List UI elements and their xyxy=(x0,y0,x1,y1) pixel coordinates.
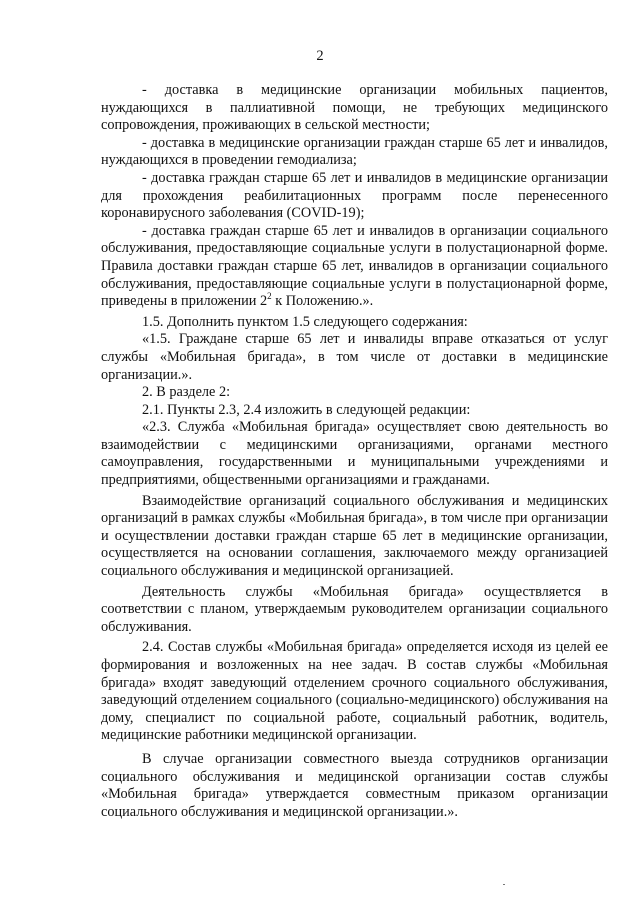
paragraph-3: - доставка граждан старше 65 лет и инвалидов в медицинские организации для прохождения реабилитационных программ после перенесенного коронавирусного заболевания (COVID-19); xyxy=(101,169,608,222)
page-number: 2 xyxy=(316,48,324,64)
paragraph-12: 2.4. Состав службы «Мобильная бригада» определяется исходя из целей ее формирования и возложенных на нее задач. В состав службы «Мобильная бригада» входят заведующий отделением срочного социального обслуживания, заведующий отделением социального (социально-медицинского) обслуживания на дому, специалист по социальной работе, социальный работник, водитель, медицинские работники медицинской организации. xyxy=(101,639,608,744)
paragraph-7: 2. В разделе 2: xyxy=(142,384,231,401)
paragraph-10: Взаимодействие организаций социального обслуживания и медицинских организаций в рамках службы «Мобильная бригада», в том числе при организации и осуществлении доставки граждан старше 65 лет в медицинские организации, осуществляется на основании соглашения, заключаемого между организацией социального обслуживания и медицинской организацией. xyxy=(101,492,608,580)
paragraph-6: «1.5. Граждане старше 65 лет и инвалиды вправе отказаться от услуг службы «Мобильная бригада», в том числе от доставки в медицинские организации.». xyxy=(101,331,608,383)
paragraph-9: «2.3. Служба «Мобильная бригада» осуществляет свою деятельность во взаимодействии с медицинскими организациями, органами местного самоуправления, государственными и муниципальными учреждениями и предприятиями, общественными организациями и гражданами. xyxy=(101,419,608,489)
paragraph-4-text: - доставка граждан старше 65 лет и инвалидов в организации социального обслуживания, предоставляющие социальные услуги в полустационарной форме. Правила доставки граждан старше 65 лет, инвалидов в организации социального обслуживания, предоставляющие социальные услуги в полустационарной форме, приведены в приложении 2 xyxy=(101,222,608,310)
paragraph-1: - доставка в медицинские организации мобильных пациентов, нуждающихся в паллиативной помощи, не требующих медицинского сопровождения, проживающих в сельской местности; xyxy=(101,82,608,134)
paragraph-5: 1.5. Дополнить пунктом 1.5 следующего содержания: xyxy=(142,313,468,330)
paragraph-13: В случае организации совместного выезда сотрудников организации социального обслуживания и медицинской организации состав службы «Мобильная бригада» утверждается совместным приказом организации социального обслуживания и медицинской организации.». xyxy=(101,750,608,820)
paragraph-4 xyxy=(101,223,608,311)
paragraph-8: 2.1. Пункты 2.3, 2.4 изложить в следующей редакции: xyxy=(142,401,471,418)
scan-speck xyxy=(503,884,505,885)
paragraph-11: Деятельность службы «Мобильная бригада» осуществляется в соответствии с планом, утверждаемым руководителем организации социального обслуживания. xyxy=(101,583,608,635)
appendix-superscript: 2 xyxy=(267,291,272,302)
paragraph-4-tail: к Положению.». xyxy=(271,293,374,310)
paragraph-2: - доставка в медицинские организации граждан старше 65 лет и инвалидов, нуждающихся в проведении гемодиализа; xyxy=(101,134,608,169)
document-body xyxy=(101,82,608,821)
